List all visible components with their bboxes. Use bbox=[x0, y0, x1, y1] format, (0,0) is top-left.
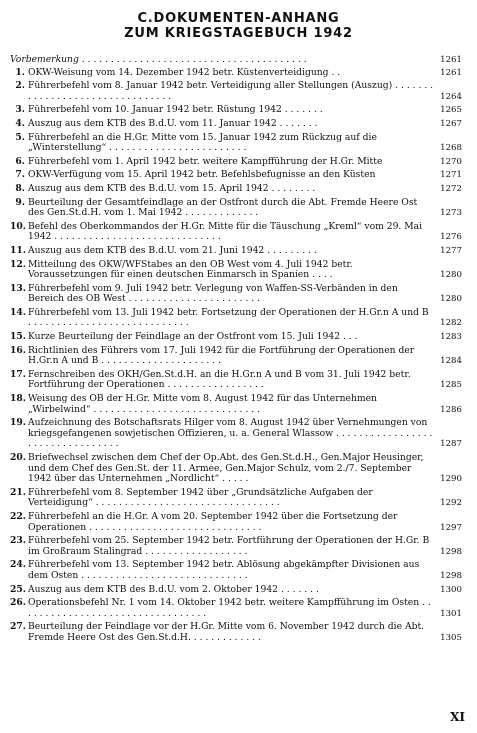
toc-entry-number: 26. bbox=[10, 597, 26, 609]
toc-entry bbox=[10, 284, 462, 305]
toc-intro-title: Vorbemerkung . . . . . . . . . . . . . . . . . . . . . . . . . . . . . . . . . . . . . . . bbox=[10, 54, 307, 65]
toc-entry bbox=[10, 246, 462, 257]
toc-entry-page: 1286 bbox=[440, 404, 462, 415]
toc-entry-title: Führerbefehl vom 8. September 1942 über „Grundsätzliche Aufgaben der Verteidigung“ . . . . . . . . . . . . . . . . . . . . . . . . . . . . . . . . bbox=[28, 486, 373, 509]
toc-entry-title: Führerbefehl vom 25. September 1942 betr. Fortführung der Operationen der H.Gr. B im Großraum Stalingrad . . . . . . . . . . . . . . . . . . bbox=[28, 535, 430, 557]
toc-entry-title: Führerbefehl an die H.Gr. Mitte vom 15. Januar 1942 zum Rückzug auf die „Winterstellung“ . . . . . . . . . . . . . . . . . . . . . . . . bbox=[28, 131, 377, 154]
toc-entry-number: 20. bbox=[10, 452, 26, 463]
toc-entry-page: 1265 bbox=[440, 105, 462, 116]
toc-entry bbox=[10, 453, 462, 485]
toc-entry-title: Führerbefehl vom 8. Januar 1942 betr. Verteidigung aller Stellungen (Auszug) . . . . . . . . . . . . . . . . . . . . . . . . . . . . . . . . bbox=[28, 80, 434, 102]
toc-entry bbox=[10, 585, 462, 596]
toc-entry-number: 23. bbox=[10, 535, 26, 547]
toc-entry-page: 1273 bbox=[440, 208, 462, 219]
toc-entry-page: 1271 bbox=[440, 170, 462, 181]
toc-entry bbox=[10, 370, 462, 391]
toc-entry-title: Fernschreiben des OKH/Gen.St.d.H. an die H.Gr.n A und B vom 31. Juli 1942 betr. Fortführung der Operationen . . . . . . . . . . . . . . . . . bbox=[28, 368, 411, 391]
toc-entry-title: Weisung des OB der H.Gr. Mitte vom 8. August 1942 für das Unternehmen „Wirbelwind“ . . . . . . . . . . . . . . . . . . . . . . . . . . . . . bbox=[28, 393, 377, 415]
toc-intro-entry bbox=[10, 55, 462, 66]
table-of-contents bbox=[10, 55, 462, 644]
toc-entry-number: 6. bbox=[15, 155, 25, 167]
toc-entry-number: 27. bbox=[10, 621, 26, 633]
toc-entry-title: Aufzeichnung des Botschaftsrats Hilger vom 8. August 1942 über Vernehmungen von kriegsgefangenen sowjetischen Offizieren, u. a. General Wlassow . . . . . . . . . . . . . . . . . . . . . . . . . . . . . . . . . bbox=[28, 417, 433, 450]
toc-entry bbox=[10, 418, 462, 450]
toc-entry-title: Auszug aus dem KTB des B.d.U. vom 2. Oktober 1942 . . . . . . . bbox=[28, 583, 319, 595]
toc-entry bbox=[10, 622, 462, 643]
page-title-line-2: ZUM KRIEGSTAGEBUCH 1942 bbox=[124, 26, 353, 41]
toc-entry bbox=[10, 560, 462, 581]
toc-entry-list bbox=[10, 68, 462, 644]
toc-entry-page: 1285 bbox=[440, 380, 462, 391]
toc-entry-number: 17. bbox=[10, 368, 26, 380]
toc-entry-page: 1298 bbox=[440, 546, 462, 557]
toc-entry bbox=[10, 157, 462, 168]
toc-entry-number: 16. bbox=[10, 344, 26, 356]
toc-entry-page: 1298 bbox=[440, 570, 462, 581]
toc-entry-number: 10. bbox=[10, 220, 26, 232]
toc-entry bbox=[10, 308, 462, 329]
toc-entry-number: 2. bbox=[15, 80, 25, 92]
toc-entry bbox=[10, 260, 462, 281]
toc-entry-page: 1290 bbox=[440, 474, 462, 485]
toc-entry bbox=[10, 133, 462, 154]
toc-entry bbox=[10, 119, 462, 130]
toc-entry bbox=[10, 512, 462, 533]
toc-entry-title: Beurteilung der Gesamtfeindlage an der Ostfront durch die Abt. Fremde Heere Ost des Gen.St.d.H. vom 1. Mai 1942 . . . . . . . . . . . . . bbox=[28, 196, 418, 219]
toc-entry bbox=[10, 488, 462, 509]
toc-entry-page: 1264 bbox=[440, 91, 462, 102]
toc-entry-title: Führerbefehl vom 9. Juli 1942 betr. Verlegung von Waffen-SS-Verbänden in den Bereich des OB West . . . . . . . . . . . . . . . . . . . . . . . bbox=[28, 282, 398, 305]
toc-entry-title: Auszug aus dem KTB des B.d.U. vom 11. Januar 1942 . . . . . . . bbox=[28, 117, 318, 129]
toc-entry-title: Auszug aus dem KTB des B.d.U. vom 15. April 1942 . . . . . . . . bbox=[28, 182, 316, 194]
toc-entry-page: 1280 bbox=[440, 270, 462, 281]
toc-entry-number: 9. bbox=[15, 196, 25, 208]
toc-entry bbox=[10, 105, 462, 116]
toc-intro-page: 1261 bbox=[440, 55, 462, 65]
toc-entry-title: Kurze Beurteilung der Feindlage an der Ostfront vom 15. Juli 1942 . . . bbox=[28, 331, 358, 343]
toc-entry-title: Beurteilung der Feindlage vor der H.Gr. Mitte vom 6. November 1942 durch die Abt. Fremde Heere Ost des Gen.St.d.H. . . . . . . . . . . . . bbox=[28, 621, 425, 643]
toc-entry-number: 12. bbox=[10, 258, 26, 270]
page-number: XI bbox=[450, 710, 465, 724]
toc-entry-title: Richtlinien des Führers vom 17. Juli 1942 für die Fortführung der Operationen der H.Gr.n A und B . . . . . . . . . . . . . . . . . . . . . bbox=[28, 344, 415, 367]
toc-entry-title: Befehl des Oberkommandos der H.Gr. Mitte für die Täuschung „Kreml“ vom 29. Mai 1942 . . . . . . . . . . . . . . . . . . . . . . . . . . . . . bbox=[28, 220, 423, 243]
toc-entry bbox=[10, 346, 462, 367]
toc-entry-page: 1261 bbox=[440, 67, 462, 78]
toc-entry-number: 19. bbox=[10, 417, 26, 429]
toc-entry-number: 25. bbox=[10, 583, 26, 595]
toc-entry bbox=[10, 68, 462, 79]
toc-entry bbox=[10, 598, 462, 619]
toc-entry-page: 1268 bbox=[440, 143, 462, 154]
toc-entry-title: Auszug aus dem KTB des B.d.U. vom 21. Juni 1942 . . . . . . . . . bbox=[28, 244, 317, 256]
toc-entry bbox=[10, 536, 462, 557]
toc-entry-number: 13. bbox=[10, 282, 26, 294]
toc-entry-number: 15. bbox=[10, 331, 26, 343]
toc-entry-page: 1305 bbox=[440, 632, 462, 643]
toc-entry-number: 18. bbox=[10, 393, 26, 405]
toc-entry-number: 5. bbox=[15, 131, 25, 143]
toc-entry-page: 1284 bbox=[440, 356, 462, 367]
toc-entry bbox=[10, 332, 462, 343]
toc-entry-title: Mitteilung des OKW/WFStabes an den OB West vom 4. Juli 1942 betr. Voraussetzungen für einen deutschen Einmarsch in Spanien . . . . bbox=[28, 258, 353, 281]
toc-entry-title: OKW-Verfügung vom 15. April 1942 betr. Befehlsbefugnisse an den Küsten bbox=[28, 169, 376, 181]
toc-entry-page: 1283 bbox=[440, 332, 462, 343]
toc-entry bbox=[10, 198, 462, 219]
toc-entry bbox=[10, 81, 462, 102]
toc-entry-title: Führerbefehl vom 13. September 1942 betr. Ablösung abgekämpfter Divisionen aus dem Osten . . . . . . . . . . . . . . . . . . . . . . . . . . . . . bbox=[28, 559, 420, 581]
toc-entry bbox=[10, 170, 462, 181]
toc-entry-page: 1297 bbox=[440, 522, 462, 533]
toc-entry-title: Führerbefehl vom 10. Januar 1942 betr. Rüstung 1942 . . . . . . . bbox=[28, 104, 323, 116]
toc-entry-number: 11. bbox=[10, 244, 26, 256]
toc-entry-title: Führerbefehl vom 1. April 1942 betr. weitere Kampfführung der H.Gr. Mitte bbox=[28, 155, 383, 167]
toc-entry-title: Operationsbefehl Nr. 1 vom 14. Oktober 1942 betr. weitere Kampfführung im Osten . . . . . . . . . . . . . . . . . . . . . . . . . . . . . . . . . bbox=[28, 597, 431, 619]
toc-entry-number: 21. bbox=[10, 486, 26, 498]
toc-entry-page: 1292 bbox=[440, 498, 462, 509]
toc-entry-number: 8. bbox=[15, 182, 25, 194]
toc-entry-number: 14. bbox=[10, 306, 26, 318]
toc-entry-page: 1277 bbox=[440, 245, 462, 256]
toc-entry bbox=[10, 394, 462, 415]
toc-entry-number: 7. bbox=[15, 169, 25, 181]
toc-entry-page: 1276 bbox=[440, 232, 462, 243]
toc-entry-page: 1267 bbox=[440, 118, 462, 129]
toc-entry-page: 1300 bbox=[440, 584, 462, 595]
toc-entry bbox=[10, 222, 462, 243]
toc-entry-title: Führerbefehl vom 13. Juli 1942 betr. Fortsetzung der Operationen der H.Gr.n A und B . . . . . . . . . . . . . . . . . . . . . . . . . . . . bbox=[28, 306, 429, 329]
toc-entry bbox=[10, 184, 462, 195]
toc-entry-number: 4. bbox=[15, 117, 25, 129]
toc-entry-page: 1270 bbox=[440, 156, 462, 167]
toc-entry-number: 3. bbox=[15, 104, 25, 116]
page-title-line-1: C.DOKUMENTEN-ANHANG bbox=[137, 11, 340, 26]
toc-entry-number: 22. bbox=[10, 510, 26, 522]
toc-entry-number: 1. bbox=[15, 66, 25, 78]
toc-entry-title: Briefwechsel zwischen dem Chef der Op.Abt. des Gen.St.d.H., Gen.Major Heusinger, und dem Chef des Gen.St. der 11. Armee, Gen.Major Schulz, vom 2./7. September 1942 über das Unternehmen „Nordlicht“ . . . . . bbox=[28, 452, 424, 485]
toc-entry-title: OKW-Weisung vom 14. Dezember 1942 betr. Küstenverteidigung . . bbox=[28, 66, 341, 78]
toc-entry-number: 24. bbox=[10, 559, 26, 571]
toc-entry-page: 1287 bbox=[440, 439, 462, 450]
toc-entry-page: 1301 bbox=[440, 608, 462, 619]
toc-entry-title: Führerbefehl an die H.Gr. A vom 20. September 1942 über die Fortsetzung der Operationen . . . . . . . . . . . . . . . . . . . . . . . . . . . . . . bbox=[28, 510, 398, 533]
toc-entry-page: 1272 bbox=[440, 183, 462, 194]
toc-entry-page: 1280 bbox=[440, 294, 462, 305]
toc-entry-page: 1282 bbox=[440, 318, 462, 329]
